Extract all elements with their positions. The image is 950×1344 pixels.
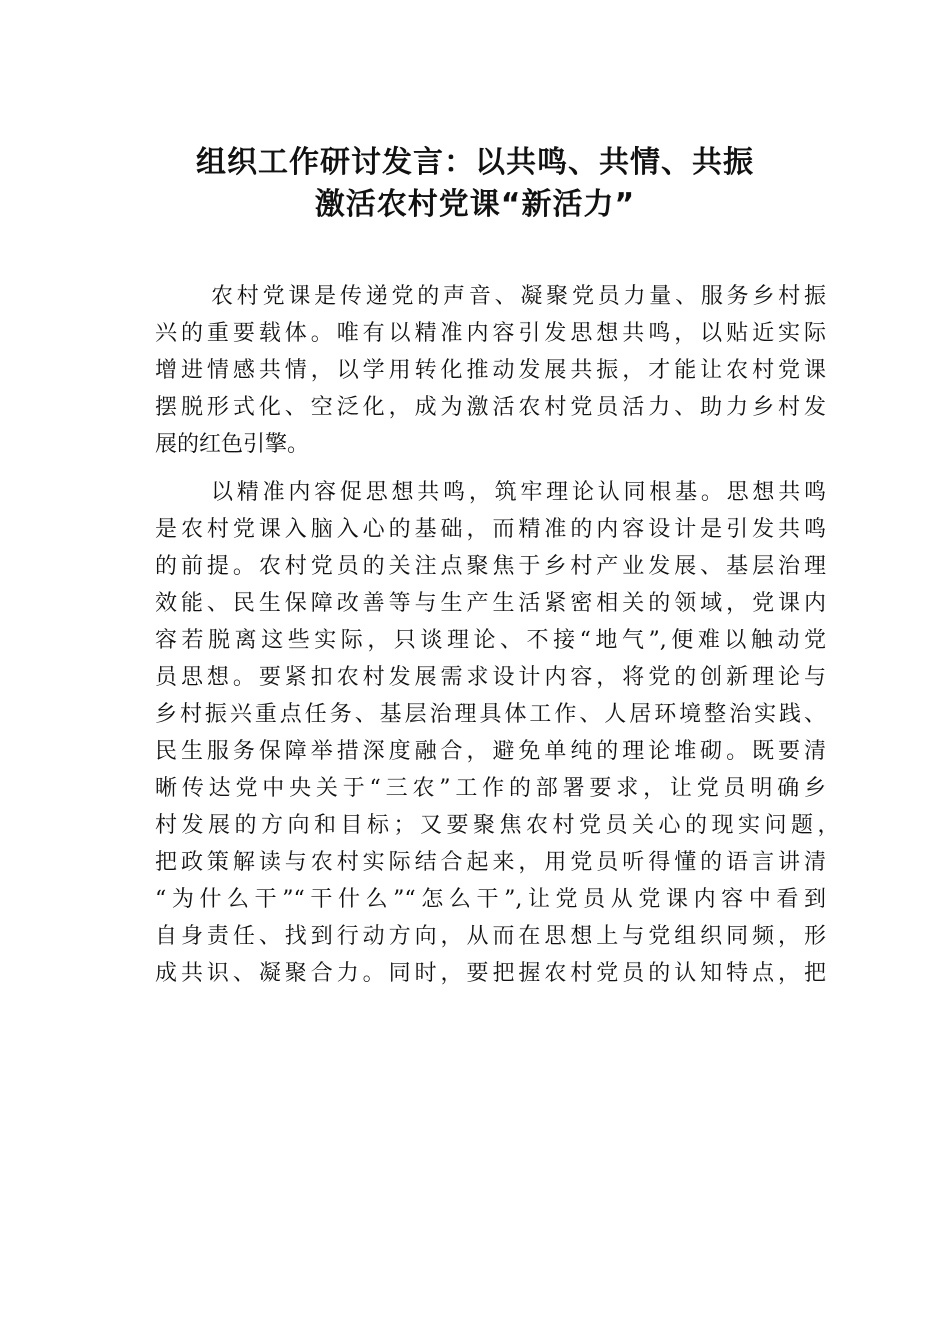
paragraph-1 [155, 278, 826, 463]
paragraph-2 [155, 474, 845, 992]
text-line: 是农村党课入脑入心的基础，而精准的内容设计是引发共鸣 [155, 517, 826, 542]
text-line: 村发展的方向和目标；又要聚焦农村党员关心的现实问题， [155, 813, 845, 838]
text-line: 成共识、凝聚合力。同时，要把握农村党员的认知特点，把 [155, 961, 826, 986]
text-line: 的前提。农村党员的关注点聚焦于乡村产业发展、基层治理 [155, 554, 826, 579]
text-line: “为什么干”“干什么”“怎么干”,让党员从党课内容中看到 [155, 887, 826, 912]
text-line: 展的红色引擎。 [155, 432, 310, 457]
text-line: 容若脱离这些实际，只谈理论、不接“地气”,便难以触动党 [155, 628, 826, 653]
title-line-2: 激活农村党课“新活力” [314, 187, 636, 222]
title-line-1: 组织工作研讨发言：以共鸣、共情、共振 [196, 145, 754, 180]
text-line: 摆脱形式化、空泛化，成为激活农村党员活力、助力乡村发 [155, 395, 826, 420]
document-body [155, 278, 845, 1003]
text-line: 乡村振兴重点任务、基层治理具体工作、人居环境整治实践、 [155, 702, 826, 727]
text-line: 晰传达党中央关于“三农”工作的部署要求，让党员明确乡 [155, 776, 826, 801]
text-line: 兴的重要载体。唯有以精准内容引发思想共鸣，以贴近实际 [155, 321, 826, 346]
text-line: 以精准内容促思想共鸣，筑牢理论认同根基。思想共鸣 [211, 480, 826, 505]
text-line: 效能、民生保障改善等与生产生活紧密相关的领域，党课内 [155, 591, 826, 616]
text-line: 增进情感共情，以学用转化推动发展共振，才能让农村党课 [155, 358, 826, 383]
text-line: 农村党课是传递党的声音、凝聚党员力量、服务乡村振 [211, 284, 826, 309]
text-line: 员思想。要紧扣农村发展需求设计内容，将党的创新理论与 [155, 665, 826, 690]
text-line: 把政策解读与农村实际结合起来，用党员听得懂的语言讲清 [155, 850, 826, 875]
document-title [0, 142, 950, 226]
text-line: 自身责任、找到行动方向，从而在思想上与党组织同频，形 [155, 924, 826, 949]
text-line: 民生服务保障举措深度融合，避免单纯的理论堆砌。既要清 [155, 739, 826, 764]
